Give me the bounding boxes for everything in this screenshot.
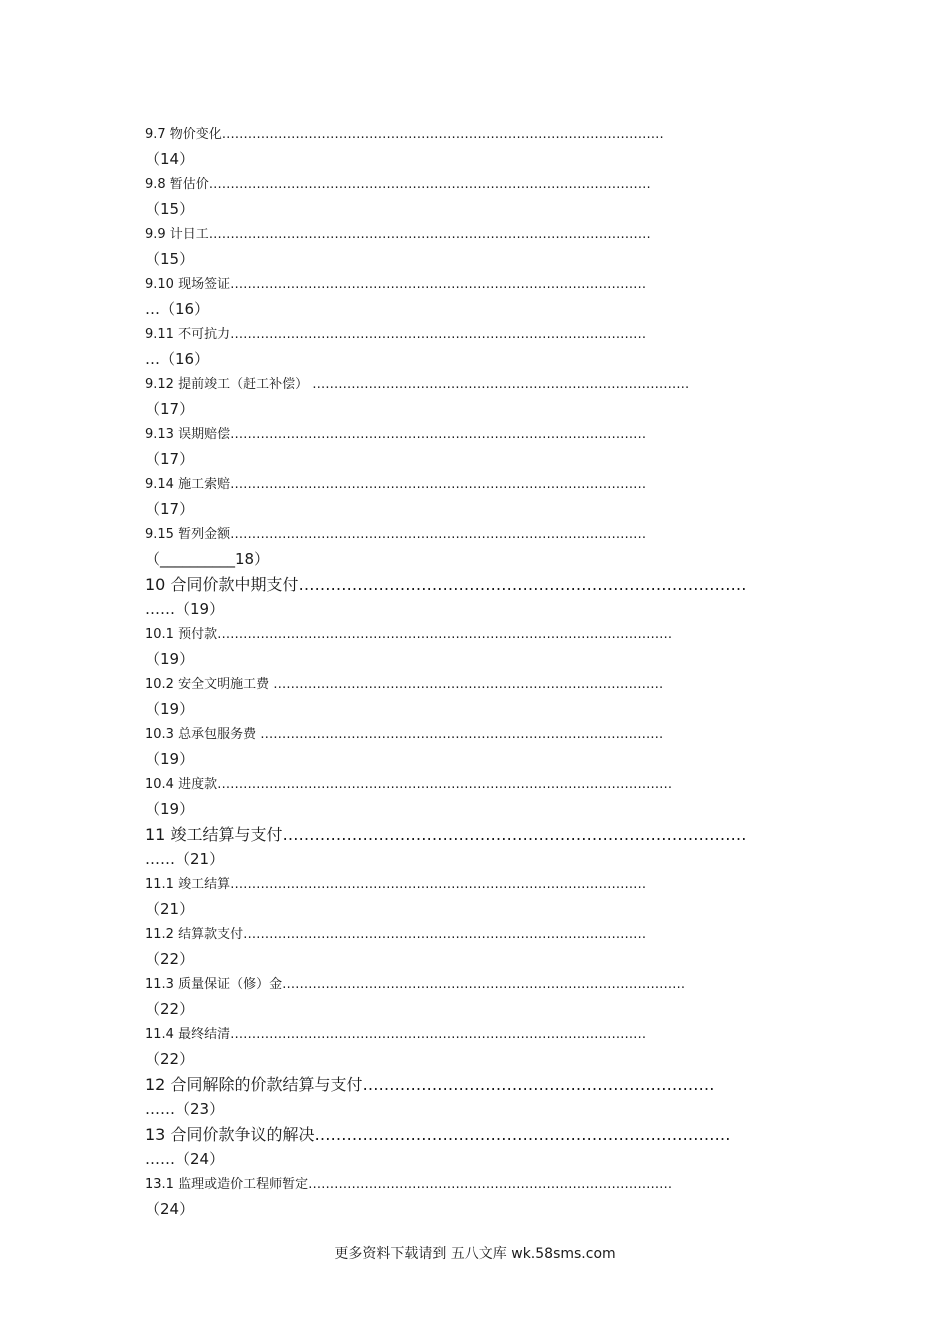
toc-entry-title: 10.4 进度款…………………………………………………………………………………………… <box>145 777 673 792</box>
toc-entry[interactable] <box>145 272 805 322</box>
page-footer: 更多资料下载请到 五八文库 wk.58sms.com <box>334 1246 616 1262</box>
toc-entry[interactable] <box>145 1122 805 1172</box>
toc-entry-title: 9.12 提前竣工（赶工补偿） …………………………………………………………………………… <box>145 377 690 392</box>
toc-entry-title: 9.11 不可抗力…………………………………………………………………………………… <box>145 327 647 342</box>
toc-entry-page: （21） <box>145 900 195 918</box>
toc-entry-page: （17） <box>145 450 195 468</box>
toc-entry[interactable] <box>145 322 805 372</box>
toc-entry-title: 9.13 误期赔偿…………………………………………………………………………………… <box>145 427 647 442</box>
toc-entry-title: 10.1 预付款…………………………………………………………………………………………… <box>145 627 673 642</box>
toc-entry[interactable] <box>145 422 805 472</box>
toc-entry-page: （15） <box>145 250 195 268</box>
toc-entry[interactable] <box>145 1022 805 1072</box>
toc-entry-page: （17） <box>145 400 195 418</box>
toc-entry[interactable] <box>145 522 805 572</box>
toc-entry-page: （17） <box>145 500 195 518</box>
toc-entry-page: …（16） <box>145 300 210 318</box>
toc-entry[interactable] <box>145 1172 805 1222</box>
toc-entry-title: 13.1 监理或造价工程师暂定………………………………………………………………………… <box>145 1177 673 1192</box>
toc-entry-page: （19） <box>145 650 195 668</box>
toc-entry-page: （22） <box>145 1050 195 1068</box>
toc-entry-title: 9.9 计日工………………………………………………………………………………………… <box>145 227 651 242</box>
toc-entry-page: ……（24） <box>145 1150 225 1168</box>
toc-entry-title: 9.10 现场签证…………………………………………………………………………………… <box>145 277 647 292</box>
toc-entry[interactable] <box>145 772 805 822</box>
toc-entry-title: 9.7 物价变化………………………………………………………………………………………… <box>145 127 664 142</box>
toc-entry-title: 10 合同价款中期支付………………………………………………………………………… <box>145 575 747 594</box>
toc-entry-title: 11 竣工结算与支付…………………………………………………………………………… <box>145 825 747 844</box>
toc-entry[interactable] <box>145 972 805 1022</box>
toc-entry-page: …（16） <box>145 350 210 368</box>
toc-entry-page: ……（23） <box>145 1100 225 1118</box>
toc-entry-page: （14） <box>145 150 195 168</box>
toc-entry-page: ……（21） <box>145 850 225 868</box>
toc-entry[interactable] <box>145 572 805 622</box>
toc-entry-title: 11.3 质量保证（修）金………………………………………………………………………………… <box>145 977 686 992</box>
toc-entry-title: 9.8 暂估价………………………………………………………………………………………… <box>145 177 651 192</box>
toc-entry[interactable] <box>145 372 805 422</box>
toc-entry[interactable] <box>145 472 805 522</box>
toc-entry-page: （19） <box>145 700 195 718</box>
toc-entry[interactable] <box>145 922 805 972</box>
toc-entry-title: 9.15 暂列金额…………………………………………………………………………………… <box>145 527 647 542</box>
toc-entry-title: 13 合同价款争议的解决…………………………………………………………………… <box>145 1125 731 1144</box>
table-of-contents <box>145 122 805 1222</box>
toc-entry-page: （24） <box>145 1200 195 1218</box>
toc-entry-title: 11.2 结算款支付………………………………………………………………………………… <box>145 927 647 942</box>
toc-entry[interactable] <box>145 672 805 722</box>
toc-entry-page: （15） <box>145 200 195 218</box>
toc-entry[interactable] <box>145 122 805 172</box>
toc-entry-page: （19） <box>145 750 195 768</box>
toc-entry-page: ……（19） <box>145 600 225 618</box>
toc-entry[interactable] <box>145 872 805 922</box>
toc-entry-page: （22） <box>145 950 195 968</box>
toc-entry-title: 9.14 施工索赔…………………………………………………………………………………… <box>145 477 647 492</box>
toc-entry-page: （__________18） <box>145 550 270 568</box>
toc-entry-title: 12 合同解除的价款结算与支付………………………………………………………… <box>145 1075 715 1094</box>
toc-entry-page: （19） <box>145 800 195 818</box>
toc-entry[interactable] <box>145 1072 805 1122</box>
toc-entry-title: 10.2 安全文明施工费 ……………………………………………………………………………… <box>145 677 664 692</box>
toc-entry[interactable] <box>145 222 805 272</box>
toc-entry-title: 11.1 竣工结算…………………………………………………………………………………… <box>145 877 647 892</box>
toc-entry-title: 11.4 最终结清…………………………………………………………………………………… <box>145 1027 647 1042</box>
toc-entry[interactable] <box>145 722 805 772</box>
toc-entry-title: 10.3 总承包服务费 ………………………………………………………………………………… <box>145 727 664 742</box>
toc-entry[interactable] <box>145 622 805 672</box>
toc-entry[interactable] <box>145 822 805 872</box>
toc-entry[interactable] <box>145 172 805 222</box>
toc-entry-page: （22） <box>145 1000 195 1018</box>
